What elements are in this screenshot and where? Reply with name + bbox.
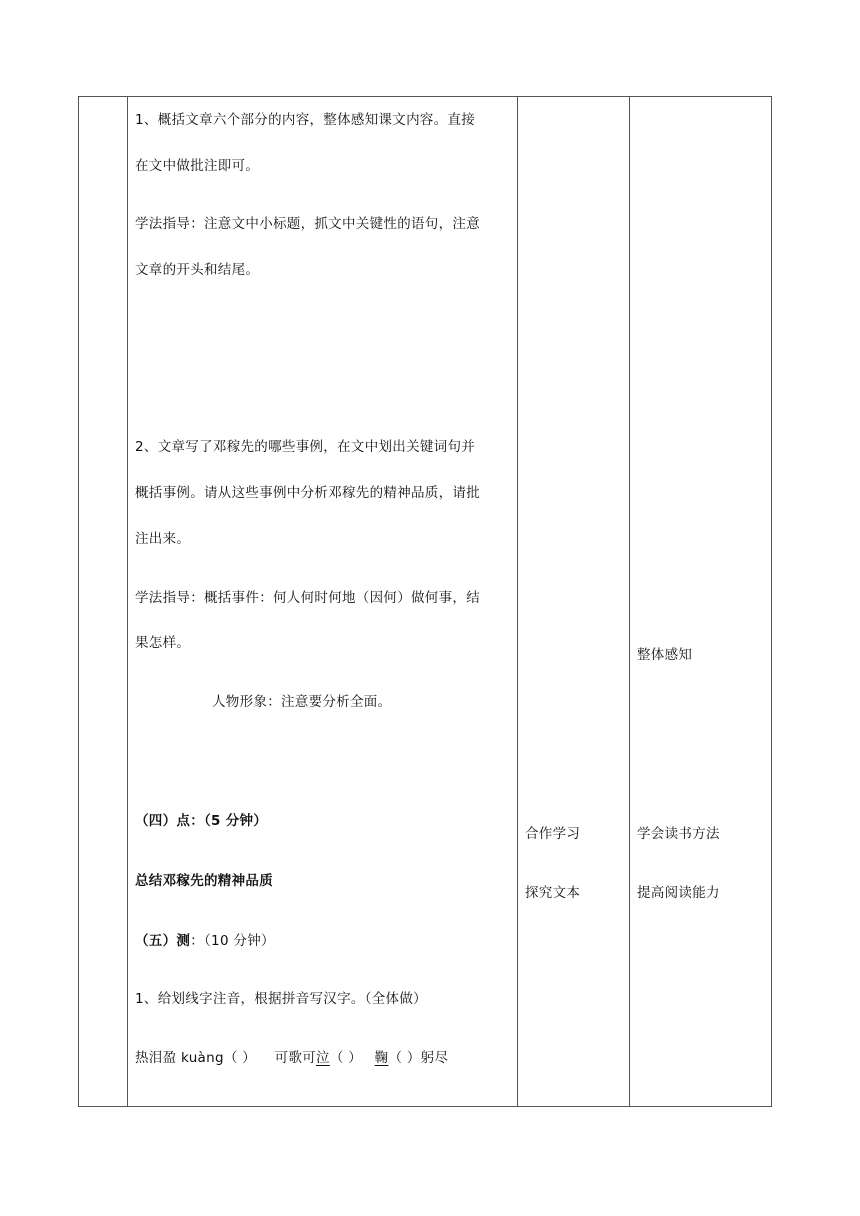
study-tip-2-line-3: 人物形象：注意要分析全面。 <box>212 694 392 710</box>
goal-overall-perception: 整体感知 <box>637 647 693 663</box>
exercise-1-instruction: 1、给划线字注音，根据拼音写汉字。（全体做） <box>135 991 427 1007</box>
column-divider-1 <box>127 97 128 1106</box>
section-5-label: （五）测 <box>135 933 191 949</box>
question-1-line-2: 在文中做批注即可。 <box>135 158 260 174</box>
question-2-line-3: 注出来。 <box>135 531 191 547</box>
section-5-time: ：（10 分钟） <box>190 933 275 949</box>
section-5-heading <box>135 931 275 951</box>
exercise-item-kuang: 热泪盈 kuàng（ ） <box>135 1050 257 1066</box>
goal-reading-methods: 学会读书方法 <box>637 826 720 842</box>
question-1-line-1: 1、概括文章六个部分的内容，整体感知课文内容。直接 <box>135 112 476 128</box>
underlined-char-ju: 鞠 <box>374 1050 389 1066</box>
section-4-heading: （四）点：（5 分钟） <box>135 813 268 829</box>
column-divider-3 <box>629 97 630 1106</box>
method-cooperative: 合作学习 <box>525 826 581 842</box>
exercise-item-prefix: 可歌可 <box>274 1050 317 1066</box>
question-2-line-1: 2、文章写了邓稼先的哪些事例，在文中划出关键词句并 <box>135 439 476 455</box>
underlined-char-qi: 泣 <box>316 1050 330 1066</box>
goal-reading-ability: 提高阅读能力 <box>637 885 720 901</box>
study-tip-1-line-2: 文章的开头和结尾。 <box>135 262 260 278</box>
blank-1: （ ） <box>329 1050 363 1066</box>
question-2-line-2: 概括事例。请从这些事例中分析邓稼先的精神品质，请批 <box>135 485 480 501</box>
study-tip-2-line-2: 果怎样。 <box>135 635 191 651</box>
exercise-1-items <box>135 1048 448 1068</box>
study-tip-1-line-1: 学法指导：注意文中小标题，抓文中关键性的语句，注意 <box>135 216 480 232</box>
method-explore-text: 探究文本 <box>525 885 581 901</box>
study-tip-2-line-1: 学法指导：概括事件：何人何时何地（因何）做何事，结 <box>135 590 480 606</box>
section-4-task: 总结邓稼先的精神品质 <box>135 873 273 889</box>
blank-2: （ ）躬尽 <box>388 1050 449 1066</box>
column-divider-2 <box>517 97 518 1106</box>
